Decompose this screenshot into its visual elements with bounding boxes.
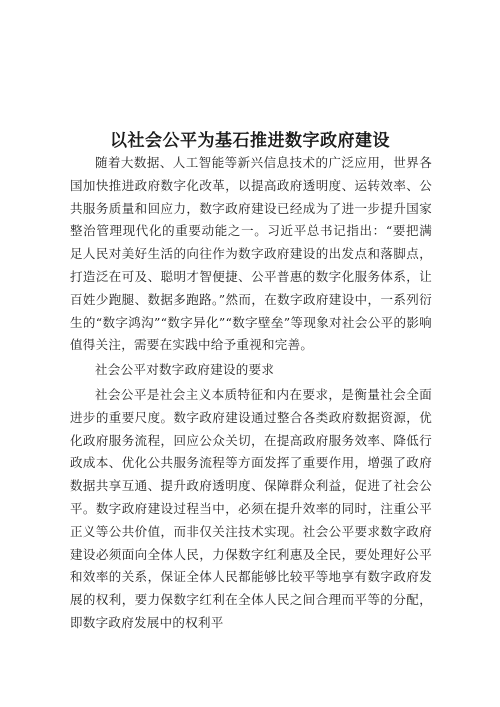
intro-paragraph: 随着大数据、人工智能等新兴信息技术的广泛应用，世界各国加快推进政府数字化改革，以提高政府透明度、运转效率、公共服务质量和回应力，数字政府建设已经成为了进一步提升国家整治管理现代化的重要动能之一。习近平总书记指出：“要把满足人民对美好生活的向往作为数字政府建设的出发点和落脚点，打造泛在可及、聪明才智便捷、公平普惠的数字化服务体系，让百姓少跑腿、数据多跑路。”然而，在数字政府建设中，一系列衍生的“数字鸿沟”“数字异化”“数字壁垒”等现象对社会公平的影响值得关注，需要在实践中给予重视和完善。 [70,155,432,353]
page-title: 以社会公平为基石推进数字政府建设 [110,131,390,152]
article-body [70,152,432,635]
section-heading: 社会公平对数字政府建设的要求 [95,362,275,378]
body-paragraph: 社会公平是社会主义本质特征和内在要求，是衡量社会全面进步的重要尺度。数字政府建设通过整合各类政府数据资源，优化政府服务流程，回应公众关切，在提高政府服务效率、降低行政成本、优化公共服务流程等方面发挥了重要作用，增强了政府数据共享互通、提升政府透明度、保障群众利益，促进了社会公平。数字政府建设过程当中，必须在提升效率的同时，注重公平正义等公共价值，而非仅关注技术实现。社会公平要求数字政府建设必须面向全体人民，力保数字红利惠及全民，要处理好公平和效率的关系，保证全体人民都能够比较平等地享有数字政府发展的权利，要力保数字红利在全体人民之间合理而平等的分配，即数字政府发展中的权利平 [70,386,432,630]
